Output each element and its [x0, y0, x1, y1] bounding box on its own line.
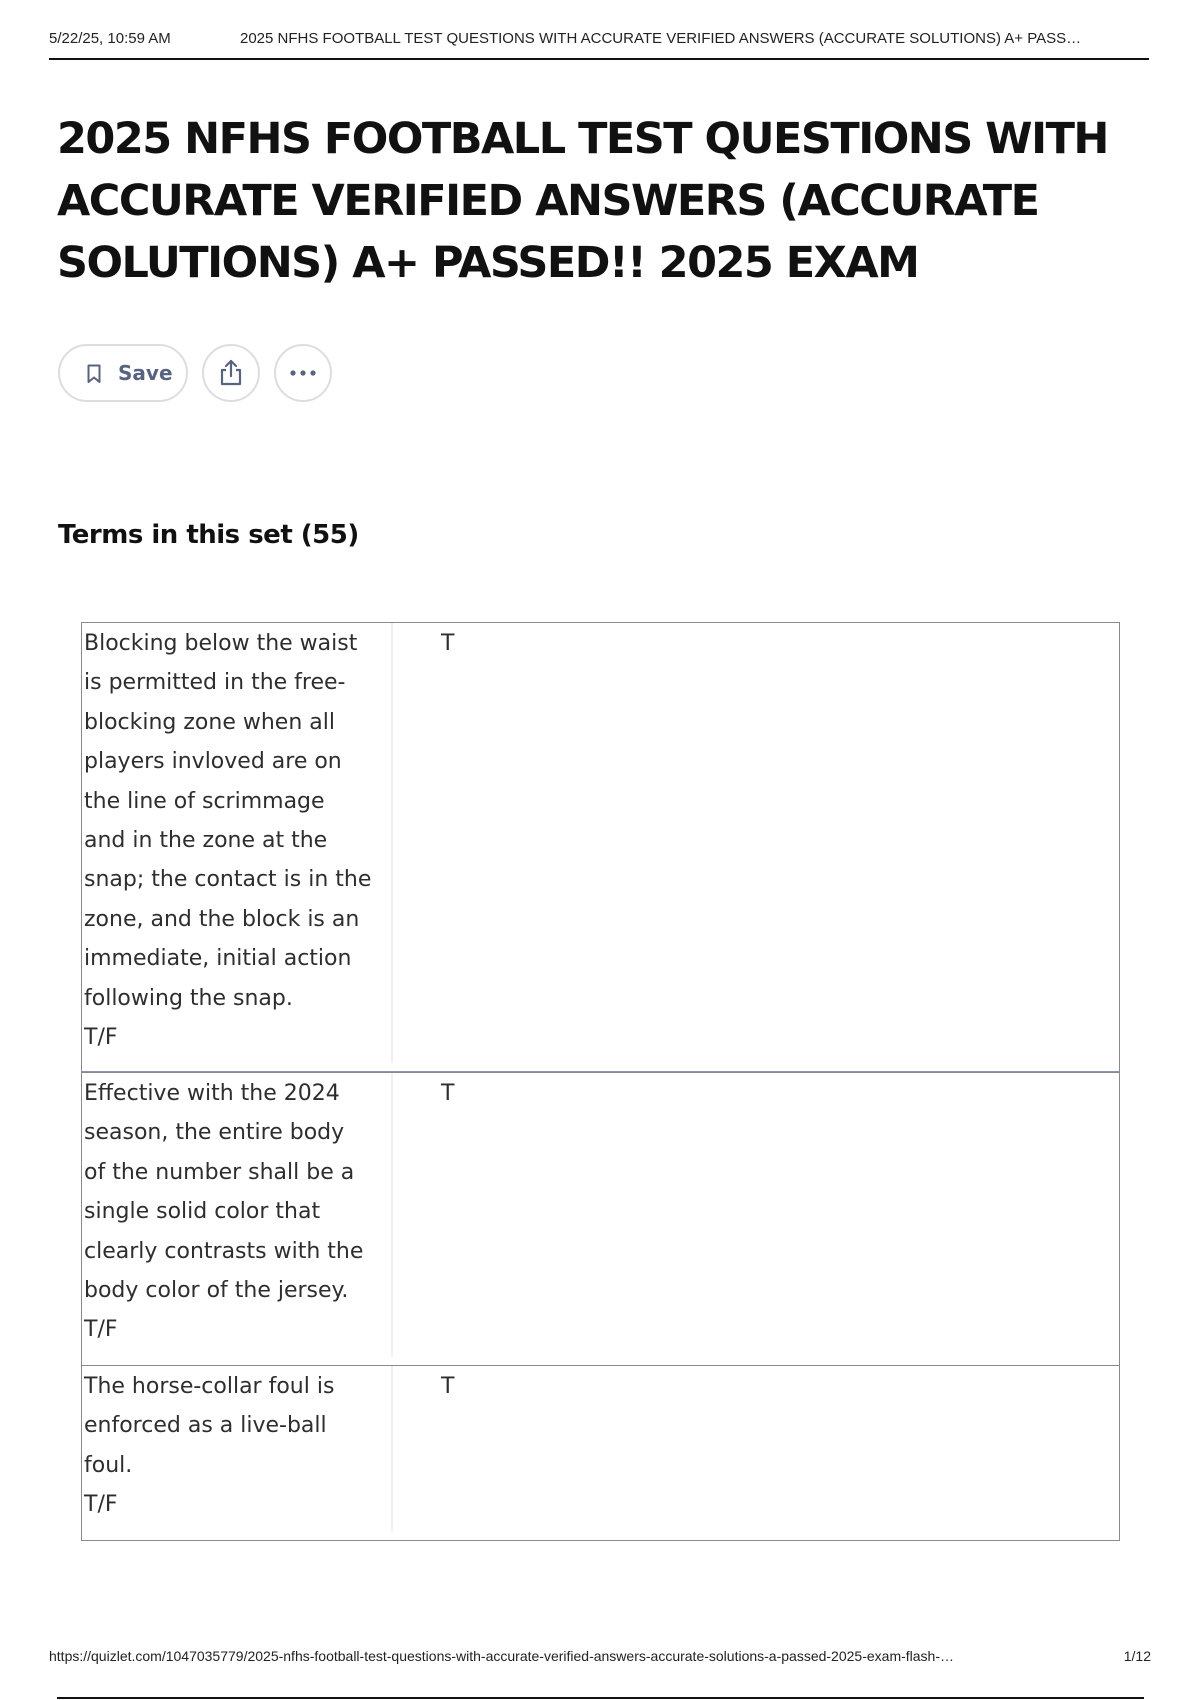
- term-row: [82, 1365, 1119, 1540]
- more-horizontal-icon: [289, 369, 317, 377]
- term-row: [82, 1072, 1119, 1365]
- save-button[interactable]: [58, 344, 188, 402]
- term-question: Blocking below the waist is permitted in the free- blocking zone when all players invloved are on the line of scrimmage and in the zone at the snap; the contact is in the zone, and the block is an immediate, initial action following the snap. T/F: [84, 631, 372, 1051]
- term-question: Effective with the 2024 season, the entire body of the number shall be a single solid color that clearly contrasts with the body color of the jersey. T/F: [84, 1081, 364, 1343]
- page-title: 2025 NFHS FOOTBALL TEST QUESTIONS WITH ACCURATE VERIFIED ANSWERS (ACCURATE SOLUTIONS) A+ PASSED!! 2025 EXAM: [57, 114, 1108, 288]
- terms-table: [81, 622, 1120, 1541]
- print-header: [49, 28, 1149, 60]
- term-answer: T: [441, 1374, 455, 1399]
- print-date: 5/22/25, 10:59 AM: [49, 30, 171, 47]
- term-answer: T: [441, 631, 455, 656]
- bookmark-icon: [87, 364, 101, 384]
- more-options-button[interactable]: [274, 344, 332, 402]
- terms-section-title: Terms in this set (55): [58, 520, 359, 550]
- term-row: [82, 623, 1119, 1072]
- page-number: 1/12: [1123, 1648, 1151, 1664]
- term-question: The horse-collar foul is enforced as a live-ball foul. T/F: [84, 1374, 335, 1518]
- print-url: https://quizlet.com/1047035779/2025-nfhs-football-test-questions-with-accurate-verified-answers-accurate-solutions-a-passed-2025-exam-flash-…: [49, 1648, 954, 1664]
- footer-divider: [57, 1697, 1144, 1699]
- term-divider: [391, 623, 393, 1063]
- term-divider: [391, 1073, 393, 1357]
- share-button[interactable]: [202, 344, 260, 402]
- term-divider: [391, 1366, 393, 1532]
- save-button-label: Save: [118, 361, 173, 385]
- share-icon: [218, 359, 244, 387]
- term-answer: T: [441, 1081, 455, 1106]
- print-document-title: 2025 NFHS FOOTBALL TEST QUESTIONS WITH ACCURATE VERIFIED ANSWERS (ACCURATE SOLUTIONS) A+ PASS…: [240, 30, 1082, 47]
